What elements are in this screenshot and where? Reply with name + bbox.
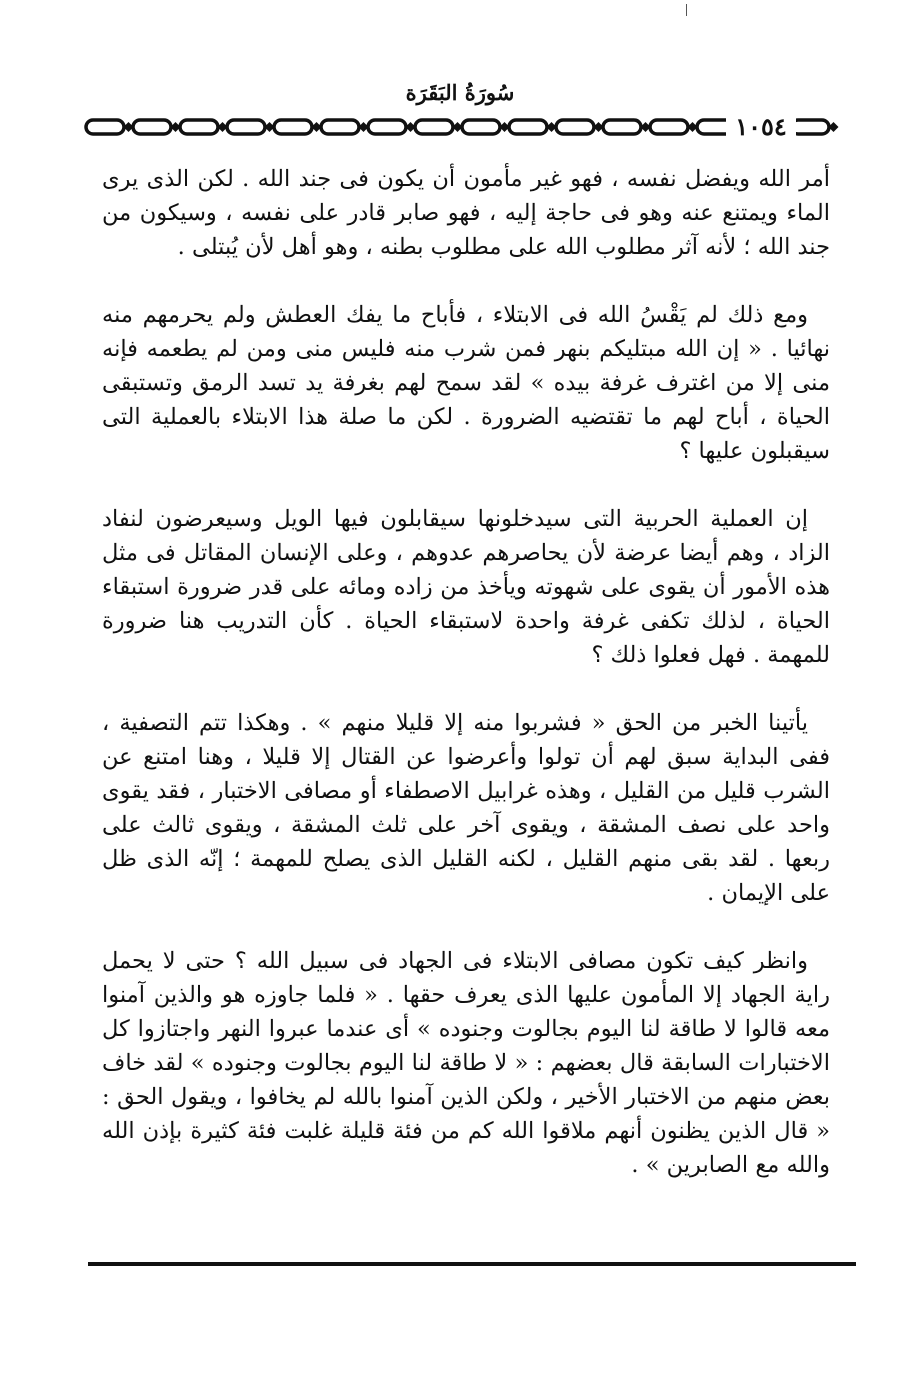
paragraph: وانظر كيف تكون مصافى الابتلاء فى الجهاد فى سبيل الله ؟ حتى لا يحمل راية الجهاد إلا المأمون عليها الذى يعرف حقها . « فلما جاوزه هو والذين آمنوا معه قالوا لا طاقة لنا اليوم بجالوت وجنوده » أى عندما عبروا النهر واجتازوا كل الاختبارات السابقة قال بعضهم : « لا طاقة لنا اليوم بجالوت وجنوده » لقد خاف بعض منهم من الاختبار الأخير ، ولكن الذين آمنوا بالله لم يخافوا ، ويقول الحق : « قال الذين يظنون أنهم ملاقوا الله كم من فئة قليلة غلبت فئة كثيرة بإذن الله والله مع الصابرين » . (102, 948, 830, 1178)
page-number: ١٠٥٤ (726, 110, 796, 144)
paragraph: يأتينا الخبر من الحق « فشربوا منه إلا قليلا منهم » . وهكذا تتم التصفية ، ففى البداية سبق لهم أن تولوا وأعرضوا عن القتال إلا قليلا ، وهنا امتنع عن الشرب قليل من القليل ، وهذه غرابيل الاصطفاء أو مصافى الاختبار ، فقد يقوى واحد على نصف المشقة ، ويقوى آخر على ثلث المشقة ، ويقوى ثالث على ربعها . لقد بقى منهم القليل ، لكنه القليل الذى يصلح للمهمة ؛ إنّه الذى ظل على الإيمان . (102, 710, 830, 906)
paragraph: ومع ذلك لم يَقْسُ الله فى الابتلاء ، فأباح ما يفك العطش ولم يحرمهم منه نهائيا . « إن الله مبتليكم بنهر فمن شرب منه فليس منى ومن لم يطعمه فإنه منى إلا من اغترف غرفة بيده » لقد سمح لهم بغرفة يد تسد الرمق وتستبقى الحياة ، أباح لهم ما تقتضيه الضرورة . لكن ما صلة هذا الابتلاء بالعملية التى سيقبلون عليها ؟ (102, 302, 830, 464)
paragraph: إن العملية الحربية التى سيدخلونها سيقابلون فيها الويل وسيعرضون لنفاد الزاد ، وهم أيضا عرضة لأن يحاصرهم عدوهم ، وعلى الإنسان المقاتل فى مثل هذه الأمور أن يقوى على شهوته ويأخذ من زاده ومائه على قدر ضرورة استبقاء الحياة ، لذلك تكفى غرفة واحدة لاستبقاء الحياة . كأن التدريب هنا ضرورة للمهمة . فهل فعلوا ذلك ؟ (102, 506, 830, 668)
bottom-rule (88, 1262, 856, 1266)
scan-mark (686, 4, 687, 16)
surah-title: سُورَةُ البَقَرَة (405, 80, 515, 105)
paragraph: أمر الله ويفضل نفسه ، فهو غير مأمون أن يكون فى جند الله . لكن الذى يرى الماء ويمتنع عنه وهو فى حاجة إليه ، فهو صابر قادر على نفسه ، وسيكون من جند الله ؛ لأنه آثر مطلوب الله على مطلوب بطنه ، وهو أهل لأن يُبتلى . (102, 166, 830, 260)
main-text (102, 162, 830, 1182)
